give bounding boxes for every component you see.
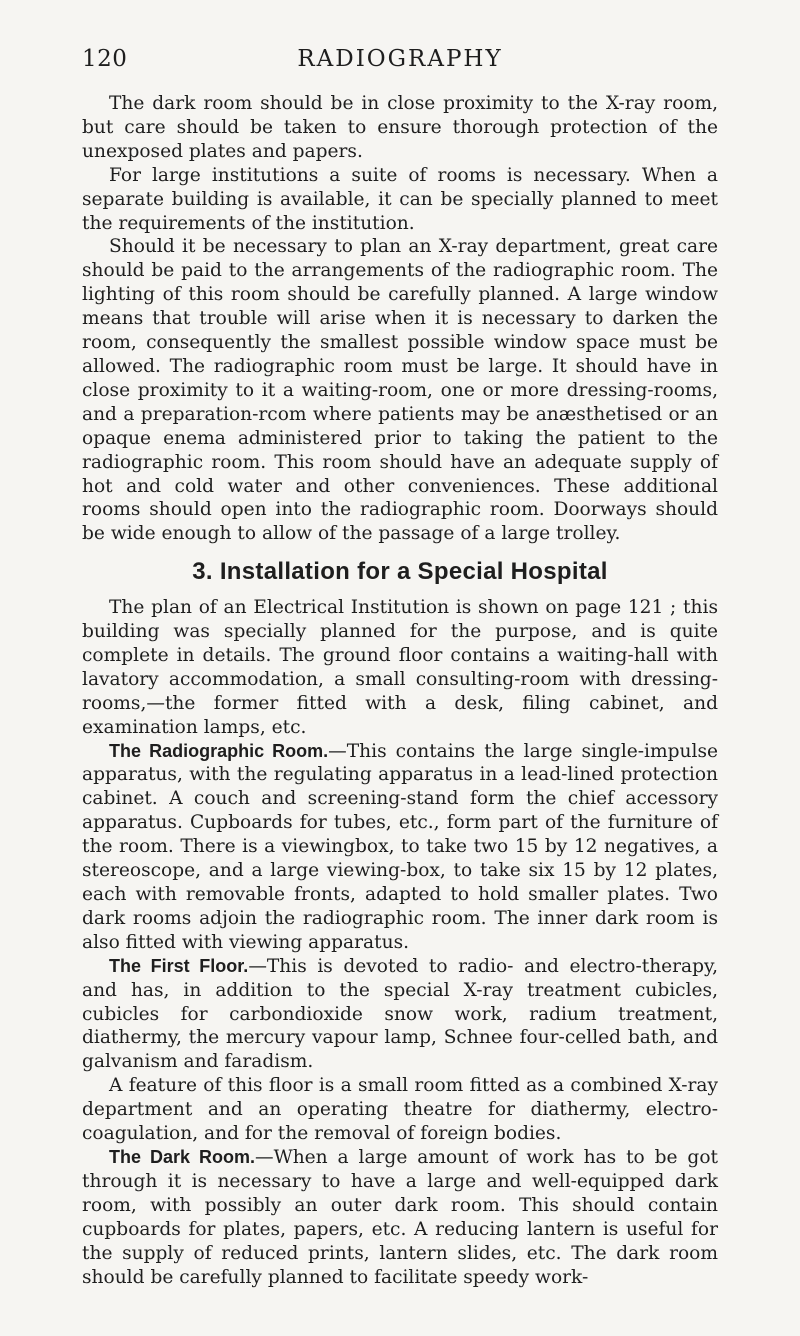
run-in-heading-radiographic-room: The Radiographic Room. bbox=[109, 740, 329, 761]
running-head: RADIOGRAPHY bbox=[297, 46, 503, 72]
first-floor-text: —This is devoted to radio- and electro-therapy, and has, in addition to the special X-ray treatment cubicles, cubicles for carbondioxide snow work, radium treatment, diathermy, the mercury vapour lamp, Schnee four-celled bath, and galvanism and faradism. bbox=[82, 955, 718, 1073]
section-heading: 3. Installation for a Special Hospital bbox=[192, 558, 608, 586]
dark-room-text: —When a large amount of work has to be got through it is necessary to have a large and well-equipped dark room, with possibly an outer dark room. This should contain cupboards for plates, papers, etc. A reducing lantern is useful for the supply of reduced prints, lantern slides, etc. The dark room should be carefully planned to facilitate speedy work- bbox=[82, 1146, 718, 1288]
paragraph-radiographic-room bbox=[82, 740, 718, 955]
paragraph-combined-room: A feature of this floor is a small room fitted as a combined X-ray department and an operating theatre for diathermy, electro-coagulation, and for the removal of foreign bodies. bbox=[82, 1075, 718, 1145]
paragraph-xray-department: Should it be necessary to plan an X-ray department, great care should be paid to the arrangements of the radiographic room. The lighting of this room should be carefully planned. A large window means that trouble will arise when it is necessary to darken the room, consequently the smallest possible window space must be allowed. The radiographic room must be large. It should have in close proximity to it a waiting-room, one or more dressing-rooms, and a preparation-rcom where patients may be anæsthetised or an opaque enema administered prior to taking the patient to the radiographic room. This room should have an adequate supply of hot and cold water and other conveniences. These additional rooms should open into the radiographic room. Doorways should be wide enough to allow of the passage of a large trolley. bbox=[82, 236, 718, 545]
run-in-heading-dark-room: The Dark Room. bbox=[109, 1146, 255, 1167]
paragraph-electrical-institution: The plan of an Electrical Institution is shown on page 121 ; this building was specially planned for the purpose, and is quite complete in details. The ground floor contains a waiting-hall with lavatory accommodation, a small consulting-room with dressing-rooms,—the former fitted with a desk, filing cabinet, and examination lamps, etc. bbox=[82, 597, 718, 738]
paragraph-dark-room-proximity: The dark room should be in close proximity to the X-ray room, but care should be taken to ensure thorough protection of the unexposed plates and papers. bbox=[82, 93, 718, 162]
page-number: 120 bbox=[82, 46, 128, 72]
radiographic-room-text: —This contains the large single-impulse apparatus, with the regulating apparatus in a lead-lined protection cabinet. A couch and screening-stand form the chief accessory apparatus. Cupboards for tubes, etc., form part of the furniture of the room. There is a viewingbox, to take two 15 by 12 negatives, a stereoscope, and a large viewing-box, to take six 15 by 12 plates, each with removable fronts, adapted to hold smaller plates. Two dark rooms adjoin the radiographic room. The inner dark room is also fitted with viewing apparatus. bbox=[82, 740, 719, 953]
page-header bbox=[82, 46, 718, 78]
paragraph-first-floor bbox=[82, 955, 718, 1075]
body-text bbox=[82, 92, 718, 1289]
paragraph-dark-room bbox=[82, 1146, 718, 1289]
paragraph-large-institutions: For large institutions a suite of rooms is necessary. When a separate building is available, it can be specially planned to meet the requirements of the institution. bbox=[82, 164, 718, 234]
run-in-heading-first-floor: The First Floor. bbox=[109, 955, 249, 976]
